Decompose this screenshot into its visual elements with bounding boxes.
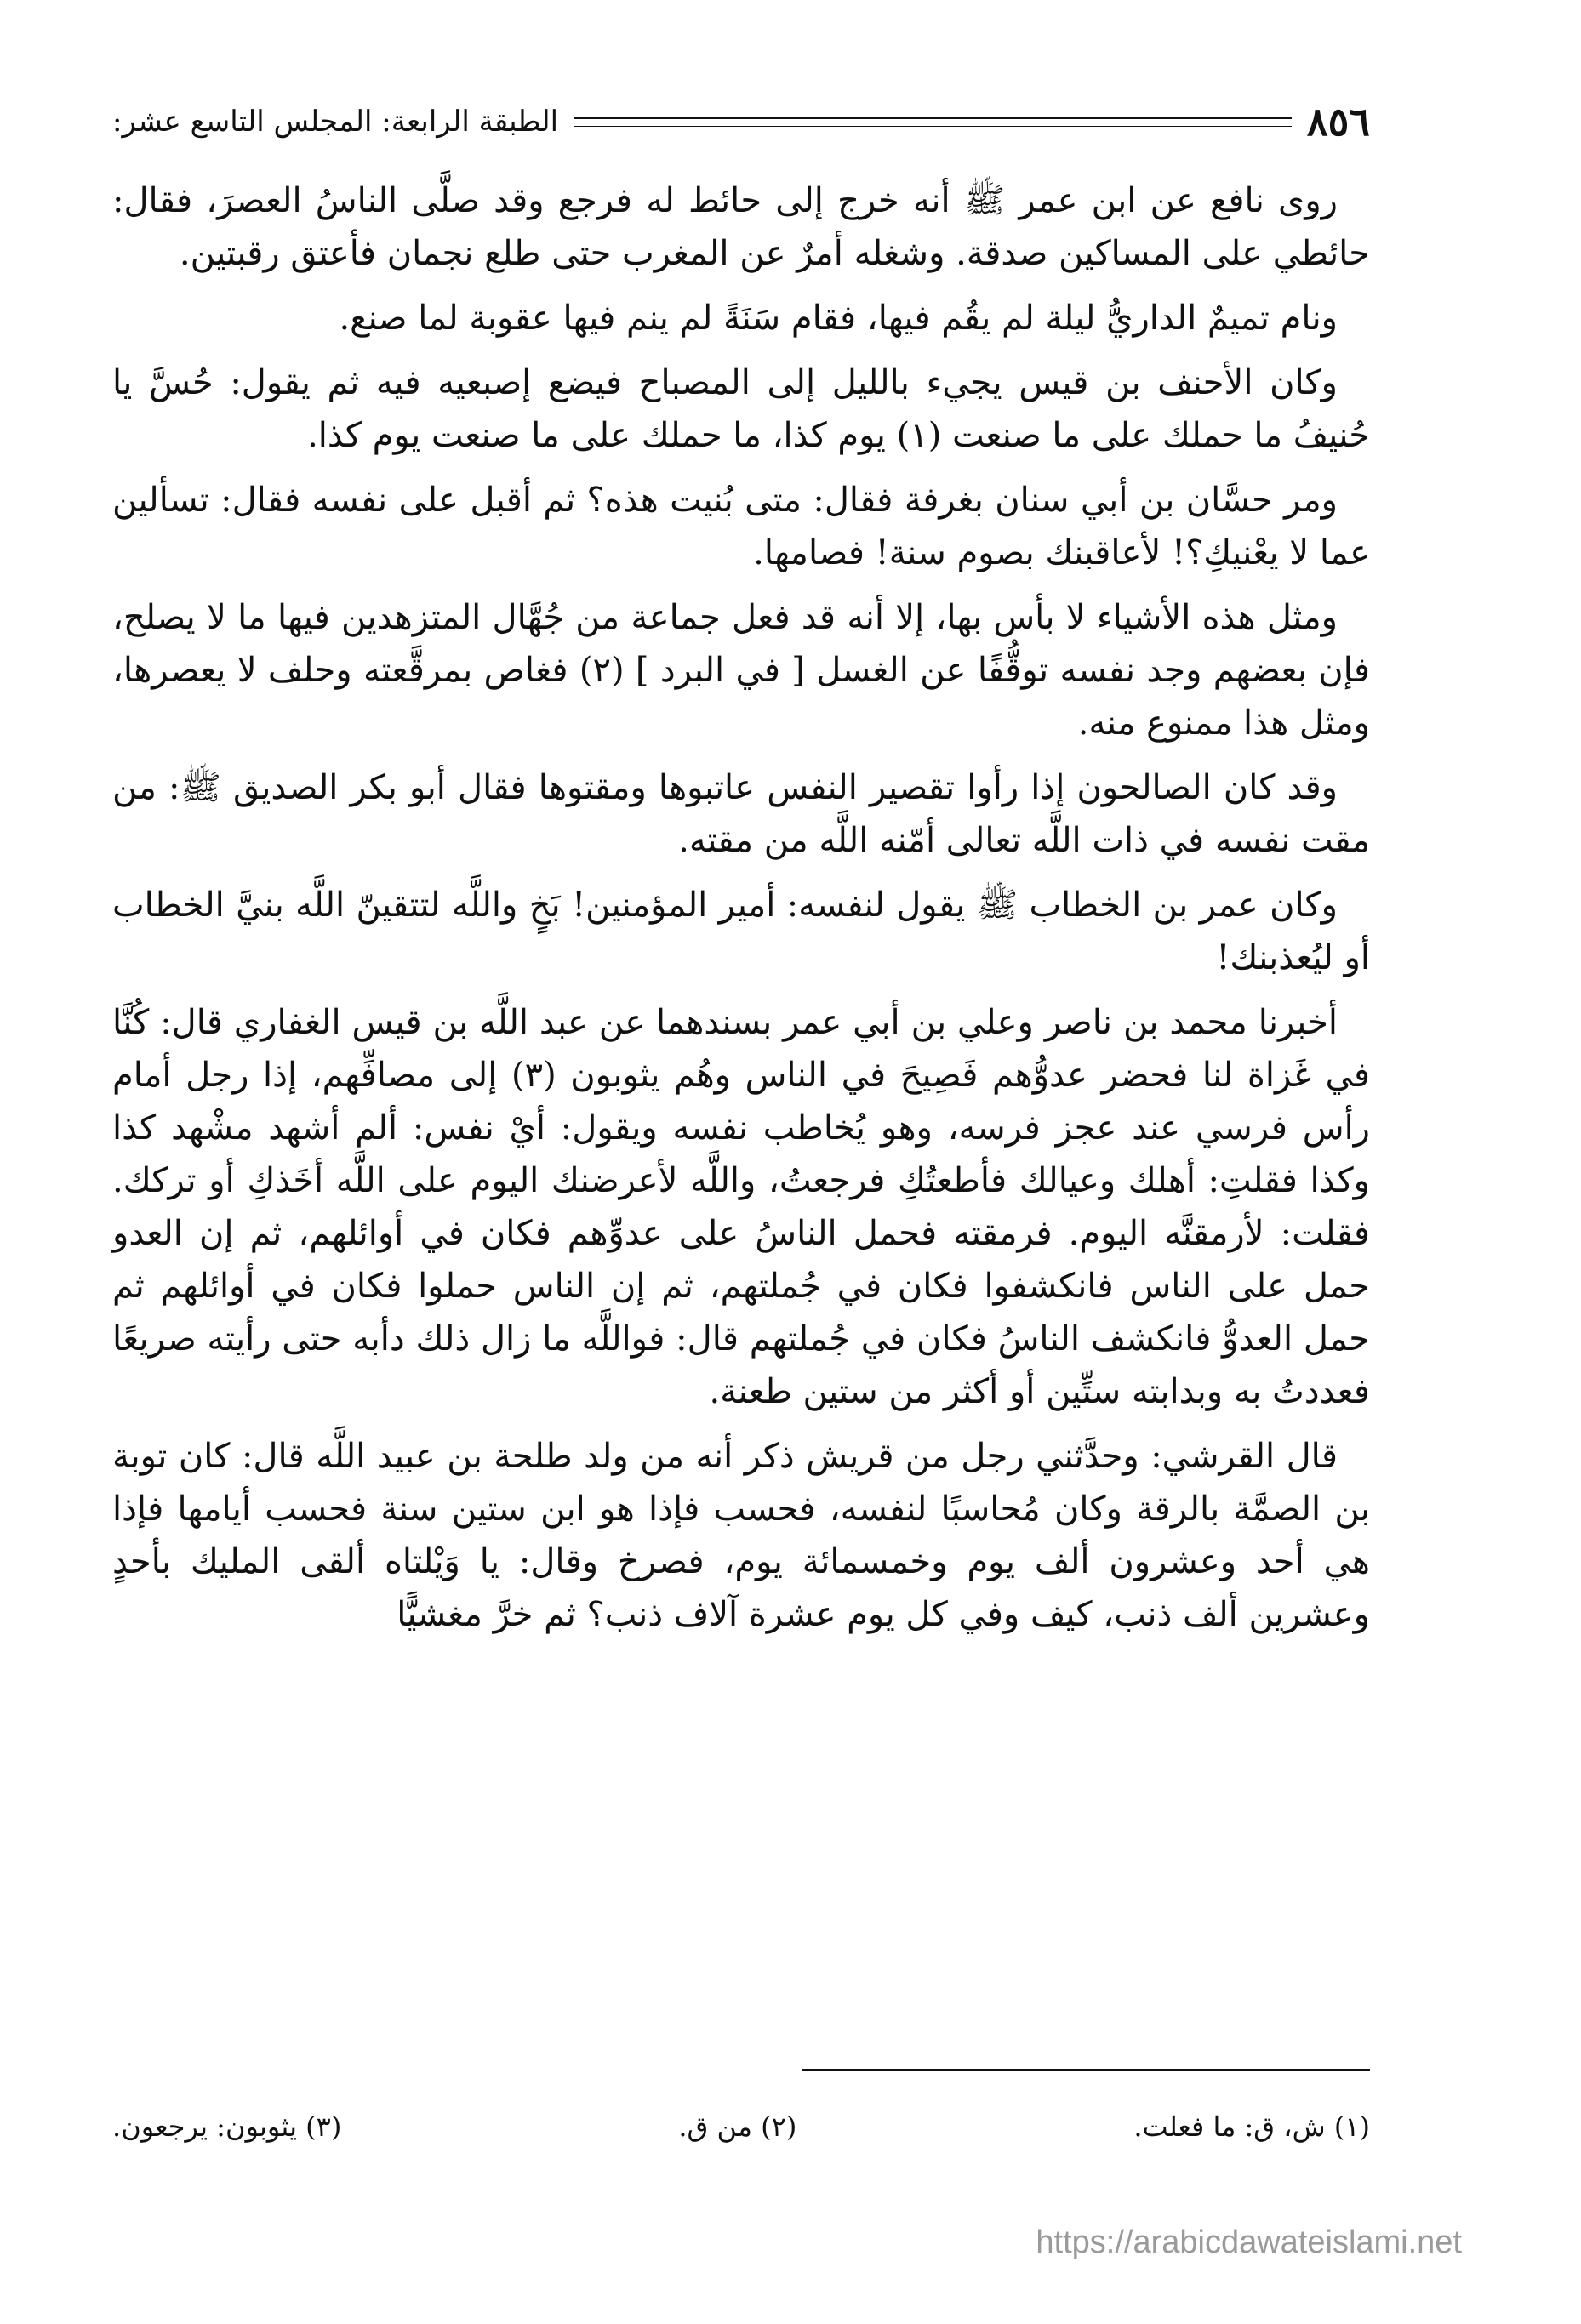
main-text	[112, 174, 1370, 1653]
paragraph: روى نافع عن ابن عمر ﷺ أنه خرج إلى حائط له فرجع وقد صلَّى الناسُ العصرَ، فقال: حائطي على المساكين صدقة. وشغله أمرٌ عن المغرب حتى طلع نجمان فأعتق رقبتين.	[112, 181, 1370, 273]
footnotes	[112, 2101, 1370, 2152]
running-title: الطبقة الرابعة: المجلس التاسع عشر:	[112, 105, 559, 139]
paragraph: ومثل هذه الأشياء لا بأس بها، إلا أنه قد فعل جماعة من جُهَّال المتزهدين فيها ما لا يصلح، فإن بعضهم وجد نفسه توقُّفًا عن الغسل [ في البرد ] (٢) فغاص بمرقَّعته وحلف لا يعصرها، ومثل هذا ممنوع منه.	[112, 598, 1370, 743]
page-header	[112, 92, 1370, 151]
paragraph: ونام تميمٌ الداريُّ ليلة لم يقُم فيها، فقام سَنَةً لم ينم فيها عقوبة لما صنع.	[339, 299, 1338, 338]
paragraph: أخبرنا محمد بن ناصر وعلي بن أبي عمر بسندهما عن عبد اللَّه بن قيس الغفاري قال: كُنَّا في غَزاة لنا فحضر عدوُّهم فَصِيحَ في الناس وهُم يثوبون (٣) إلى مصافِّهم، إذا رجل أمام رأس فرسي عند عجز فرسه، وهو يُخاطب نفسه ويقول: أيْ نفس: ألم أشهد مشْهد كذا وكذا فقلتِ: أهلك وعيالك فأطعتُكِ فرجعتُ، واللَّه لأعرضنك اليوم على اللَّه أخَذكِ أو تركك. فقلت: لأرمقنَّه اليوم. فرمقته فحمل الناسُ على عدوِّهم فكان في أوائلهم، ثم إن العدو حمل على الناس فانكشفوا فكان في جُملتهم، ثم إن الناس حملوا فكان في أوائلهم ثم حمل العدوُّ فانكشف الناسُ فكان في جُملتهم قال: فواللَّه ما زال ذلك دأبه حتى رأيته صريعًا فعددتُ به وبدابته ستِّين أو أكثر من ستين طعنة.	[112, 1003, 1371, 1411]
paragraph: وكان عمر بن الخطاب ﷺ يقول لنفسه: أمير المؤمنين! بَخٍ واللَّه لتتقينّ اللَّه بنيَّ الخطاب أو ليُعذبنك!	[112, 886, 1370, 977]
paragraph: قال القرشي: وحدَّثني رجل من قريش ذكر أنه من ولد طلحة بن عبيد اللَّه قال: كان توبة بن الصمَّة بالرقة وكان مُحاسبًا لنفسه، فحسب فإذا هو ابن ستين سنة فحسب أيامها فإذا هي أحد وعشرون ألف يوم وخمسمائة يوم، فصرخ وقال: يا وَيْلتاه ألقى المليك بأحدٍ وعشرين ألف ذنب، كيف وفي كل يوم عشرة آلاف ذنب؟ ثم خرَّ مغشيًّا	[112, 1437, 1370, 1634]
paragraph: ومر حسَّان بن أبي سنان بغرفة فقال: متى بُنيت هذه؟ ثم أقبل على نفسه فقال: تسألين عما لا يعْنيكِ؟! لأعاقبنك بصوم سنة! فصامها.	[112, 481, 1370, 572]
paragraph: وقد كان الصالحون إذا رأوا تقصير النفس عاتبوها ومقتوها فقال أبو بكر الصديق ﷺ: من مقت نفسه في ذات اللَّه تعالى أمّنه اللَّه من مقته.	[112, 768, 1370, 860]
footnote-2: (٢) من ق.	[678, 2110, 797, 2143]
footnote-3: (٣) يثوبون: يرجعون.	[112, 2110, 342, 2143]
footnote-separator	[802, 2069, 1370, 2071]
footnote-1: (١) ش، ق: ما فعلت.	[1133, 2110, 1370, 2143]
page-number: ٨٥٦	[1306, 99, 1370, 145]
header-rule	[574, 117, 1292, 127]
paragraph: وكان الأحنف بن قيس يجيء بالليل إلى المصباح فيضع إصبعيه فيه ثم يقول: حُسَّ يا حُنيفُ ما حملك على ما صنعت (١) يوم كذا، ما حملك على ما صنعت يوم كذا.	[112, 363, 1370, 455]
source-watermark: https://arabicdawateislami.net	[1036, 2224, 1462, 2260]
